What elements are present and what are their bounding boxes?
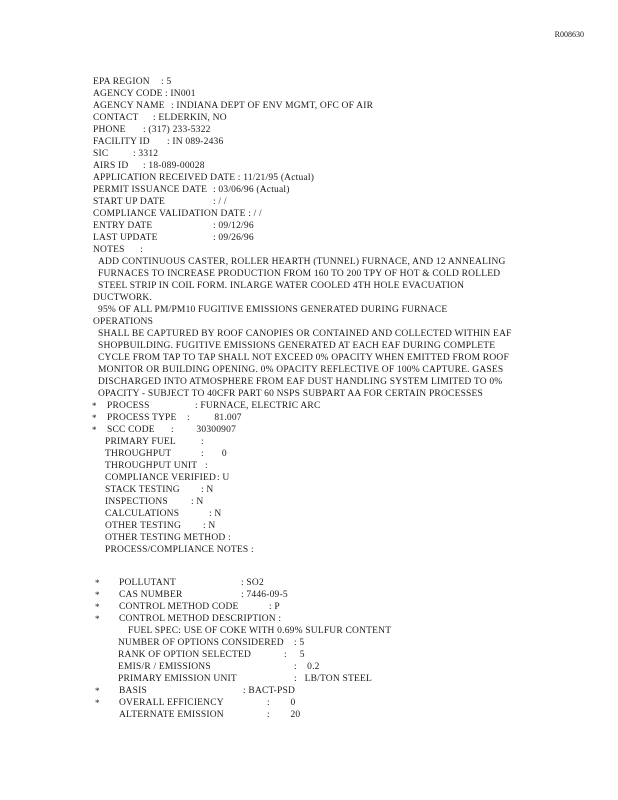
field-label: BASIS	[119, 686, 147, 696]
field-value: 5	[166, 77, 172, 87]
field-label: CAS NUMBER	[119, 590, 183, 600]
field-value: IN001	[170, 89, 196, 99]
field-label: OTHER TESTING METHOD	[105, 533, 226, 543]
notes-line: 95% OF ALL PM/PM10 FUGITIVE EMISSIONS GENERATED DURING FURNACE	[98, 305, 448, 315]
notes-line: ADD CONTINUOUS CASTER, ROLLER HEARTH (TUNNEL) FURNACE, AND 12 ANNEALING	[98, 257, 506, 267]
field-label: COMPLIANCE VALIDATION DATE	[93, 209, 246, 219]
field-value: 81.007	[214, 413, 242, 423]
field-sic: SIC : 3312	[93, 149, 159, 159]
field-application-received-date: APPLICATION RECEIVED DATE : 11/21/95 (Actual)	[93, 173, 315, 183]
field-value: 0	[290, 698, 296, 708]
field-label: EMIS/R / EMISSIONS	[118, 662, 211, 672]
field-emission-limit: EMIS/R / EMISSIONS : 0.2	[118, 662, 320, 672]
field-label: CONTROL METHOD DESCRIPTION	[119, 614, 276, 624]
field-label: SIC	[93, 149, 109, 159]
field-value: INDIANA DEPT OF ENV MGMT, OFC OF AIR	[176, 101, 374, 111]
control-method-description: CONTROL METHOD DESCRIPTION :	[119, 614, 282, 624]
field-value: BACT-PSD	[248, 686, 296, 696]
field-number-of-options: NUMBER OF OPTIONS CONSIDERED : 5	[118, 638, 305, 648]
field-value: 5	[299, 638, 305, 648]
field-value: 09/26/96	[218, 233, 254, 243]
notes-line: SHALL BE CAPTURED BY ROOF CANOPIES OR CONTAINED AND COLLECTED WITHIN EAF	[98, 329, 512, 339]
field-label: PROCESS TYPE	[107, 413, 177, 423]
notes-line: DUCTWORK.	[93, 293, 153, 303]
notes-heading: NOTES :	[93, 245, 143, 255]
field-value: ELDERKIN, NO	[158, 113, 227, 123]
field-label: PROCESS/COMPLIANCE NOTES	[105, 545, 249, 555]
field-label: FACILITY ID	[93, 137, 150, 147]
field-other-testing: OTHER TESTING : N	[105, 521, 216, 531]
field-alternate-emission: ALTERNATE EMISSION : 20	[119, 710, 301, 720]
field-value: N	[214, 509, 222, 519]
field-entry-date: ENTRY DATE : 09/12/96	[93, 221, 254, 231]
field-inspections: INSPECTIONS : N	[105, 497, 204, 507]
field-throughput-unit: THROUGHPUT UNIT :	[105, 461, 208, 471]
field-label: AIRS ID	[93, 161, 129, 171]
field-value: N	[196, 497, 204, 507]
field-label: START UP DATE	[93, 197, 165, 207]
field-airs-id: AIRS ID : 18-089-00028	[93, 161, 205, 171]
field-value: LB/TON STEEL	[304, 674, 372, 684]
bullet-marker: *	[95, 590, 100, 600]
field-label: LAST UPDATE	[93, 233, 158, 243]
field-label: RANK OF OPTION SELECTED	[118, 650, 252, 660]
field-value: 0	[221, 449, 227, 459]
field-value: / /	[253, 209, 262, 219]
notes-line: FURNACES TO INCREASE PRODUCTION FROM 160 TO 200 TPY OF HOT & COLD ROLLED	[98, 269, 501, 279]
field-facility-id: FACILITY ID : IN 089-2436	[93, 137, 224, 147]
field-basis: BASIS : BACT-PSD	[119, 686, 296, 696]
field-last-update: LAST UPDATE : 09/26/96	[93, 233, 254, 243]
field-label: AGENCY CODE	[93, 89, 163, 99]
field-contact: CONTACT : ELDERKIN, NO	[93, 113, 227, 123]
bullet-marker: *	[92, 413, 97, 423]
process-scc-code: SCC CODE : 30300907	[107, 425, 237, 435]
field-value: 30300907	[196, 425, 237, 435]
bullet-marker: *	[92, 401, 97, 411]
field-label: POLLUTANT	[119, 578, 176, 588]
field-value: SO2	[246, 578, 264, 588]
field-label: CONTROL METHOD CODE	[119, 602, 239, 612]
field-label: PRIMARY EMISSION UNIT	[118, 674, 237, 684]
field-label: AGENCY NAME	[93, 101, 165, 111]
notes-line: OPACITY - SUBJECT TO 40CFR PART 60 NSPS SUBPART AA FOR CERTAIN PROCESSES	[98, 389, 484, 399]
field-label: PRIMARY FUEL	[105, 437, 176, 447]
field-label: THROUGHPUT	[105, 449, 172, 459]
field-stack-testing: STACK TESTING : N	[105, 485, 214, 495]
field-rank-of-option: RANK OF OPTION SELECTED : 5	[118, 650, 305, 660]
field-value: N	[206, 485, 214, 495]
control-method-detail: FUEL SPEC: USE OF COKE WITH 0.69% SULFUR CONTENT	[128, 626, 392, 636]
process-type: PROCESS TYPE : 81.007	[107, 413, 242, 423]
notes-line: SHOPBUILDING. FUGITIVE EMISSIONS GENERATED AT EACH EAF DURING COMPLETE	[98, 341, 496, 351]
field-value: (317) 233-5322	[148, 125, 211, 135]
field-compliance-verified: COMPLIANCE VERIFIED: U	[105, 473, 230, 483]
field-value: 11/21/95 (Actual)	[243, 173, 315, 183]
field-value: P	[274, 602, 280, 612]
field-primary-emission-unit: PRIMARY EMISSION UNIT : LB/TON STEEL	[118, 674, 372, 684]
field-value: FURNACE, ELECTRIC ARC	[200, 401, 321, 411]
pollutant-name: POLLUTANT : SO2	[119, 578, 264, 588]
notes-line: MONITOR OR BUILDING OPENING. 0% OPACITY REFLECTIVE OF 100% CAPTURE. GASES	[98, 365, 504, 375]
process-name: PROCESS : FURNACE, ELECTRIC ARC	[107, 401, 321, 411]
bullet-marker: *	[92, 425, 97, 435]
field-label: OTHER TESTING	[105, 521, 182, 531]
notes-line: OPERATIONS	[93, 317, 154, 327]
field-label: CONTACT	[93, 113, 139, 123]
field-primary-fuel: PRIMARY FUEL :	[105, 437, 204, 447]
field-agency-name: AGENCY NAME : INDIANA DEPT OF ENV MGMT, OFC OF AIR	[93, 101, 374, 111]
field-start-up-date: START UP DATE : / /	[93, 197, 227, 207]
field-process-compliance-notes: PROCESS/COMPLIANCE NOTES :	[105, 545, 254, 555]
field-phone: PHONE : (317) 233-5322	[93, 125, 211, 135]
field-label: EPA REGION	[93, 77, 150, 87]
bullet-marker: *	[95, 686, 100, 696]
field-label: PERMIT ISSUANCE DATE	[93, 185, 208, 195]
field-label: INSPECTIONS	[105, 497, 168, 507]
field-compliance-validation-date: COMPLIANCE VALIDATION DATE : / /	[93, 209, 262, 219]
field-label: ENTRY DATE	[93, 221, 153, 231]
field-value: 3312	[138, 149, 159, 159]
field-value: 09/12/96	[218, 221, 254, 231]
field-value: 7446-09-5	[246, 590, 288, 600]
field-value: 03/06/96 (Actual)	[218, 185, 290, 195]
field-label: SCC CODE	[107, 425, 155, 435]
bullet-marker: *	[95, 602, 100, 612]
field-label: OVERALL EFFICIENCY	[119, 698, 224, 708]
field-label: THROUGHPUT UNIT	[105, 461, 198, 471]
notes-label: NOTES	[93, 245, 125, 255]
bullet-marker: *	[95, 698, 100, 708]
bullet-marker: *	[95, 578, 100, 588]
field-permit-issuance-date: PERMIT ISSUANCE DATE : 03/06/96 (Actual)	[93, 185, 290, 195]
field-epa-region: EPA REGION : 5	[93, 77, 172, 87]
pollutant-cas-number: CAS NUMBER : 7446-09-5	[119, 590, 288, 600]
field-label: COMPLIANCE VERIFIED	[105, 473, 217, 483]
field-value: 5	[299, 650, 305, 660]
notes-line: STEEL STRIP IN COIL FORM. INLARGE WATER COOLED 4TH HOLE EVACUATION	[98, 281, 465, 291]
field-label: STACK TESTING	[105, 485, 180, 495]
field-value: N	[208, 521, 216, 531]
field-value: 18-089-00028	[148, 161, 205, 171]
field-label: APPLICATION RECEIVED DATE	[93, 173, 236, 183]
field-value: 20	[290, 710, 301, 720]
field-value: 0.2	[307, 662, 320, 672]
field-other-testing-method: OTHER TESTING METHOD :	[105, 533, 231, 543]
field-label: ALTERNATE EMISSION	[119, 710, 224, 720]
field-overall-efficiency: OVERALL EFFICIENCY : 0	[119, 698, 296, 708]
field-label: PHONE	[93, 125, 126, 135]
control-method-code: CONTROL METHOD CODE : P	[119, 602, 280, 612]
field-value: IN 089-2436	[172, 137, 224, 147]
notes-line: CYCLE FROM TAP TO TAP SHALL NOT EXCEED 0% OPACITY WHEN EMITTED FROM ROOF	[98, 353, 509, 363]
field-throughput: THROUGHPUT : 0	[105, 449, 227, 459]
field-value: U	[222, 473, 230, 483]
notes-line: DISCHARGED INTO ATMOSPHERE FROM EAF DUST HANDLING SYSTEM LIMITED TO 0%	[98, 377, 503, 387]
field-label: CALCULATIONS	[105, 509, 180, 519]
field-label: PROCESS	[107, 401, 150, 411]
field-calculations: CALCULATIONS : N	[105, 509, 222, 519]
field-label: NUMBER OF OPTIONS CONSIDERED	[118, 638, 284, 648]
field-value: / /	[218, 197, 227, 207]
field-agency-code: AGENCY CODE : IN001	[93, 89, 196, 99]
document-id: R008630	[554, 30, 584, 39]
bullet-marker: *	[95, 614, 100, 624]
